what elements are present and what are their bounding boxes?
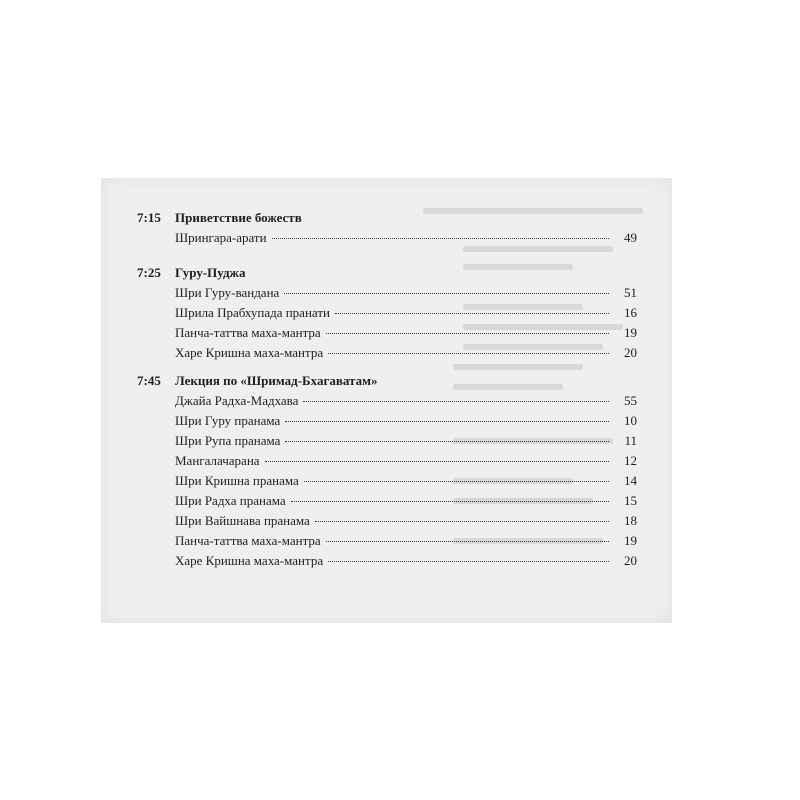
toc-entry — [175, 228, 637, 248]
entry-title: Шри Гуру-вандана — [175, 285, 280, 300]
entry-title: Шри Рупа пранама — [175, 433, 281, 448]
entry-page-number: 19 — [624, 533, 637, 548]
dot-leader — [304, 481, 609, 482]
dot-leader — [284, 293, 609, 294]
dot-leader — [291, 501, 609, 502]
section-time: 7:25 — [137, 265, 161, 280]
section-time: 7:15 — [137, 210, 161, 225]
dot-leader — [335, 313, 609, 314]
entry-page-number: 49 — [624, 230, 637, 245]
toc-entry — [175, 491, 637, 511]
section-header — [101, 208, 672, 228]
entry-page-number: 20 — [624, 553, 637, 568]
entry-page-number: 18 — [624, 513, 637, 528]
dot-leader — [315, 521, 609, 522]
toc-entry — [175, 431, 637, 451]
entry-title: Шрила Прабхупада пранати — [175, 305, 330, 320]
section-title: Лекция по «Шримад-Бхагаватам» — [175, 373, 378, 388]
dot-leader — [326, 541, 609, 542]
toc-entry — [175, 343, 637, 363]
entry-title: Шри Вайшнава пранама — [175, 513, 310, 528]
entry-page-number: 12 — [624, 453, 637, 468]
toc-entry — [175, 283, 637, 303]
entry-page-number: 15 — [624, 493, 637, 508]
dot-leader — [303, 401, 609, 402]
entry-title: Харе Кришна маха-мантра — [175, 553, 324, 568]
entry-title: Шрингара-арати — [175, 230, 267, 245]
entry-page-number: 11 — [624, 433, 637, 448]
book-page — [101, 178, 672, 623]
entry-title: Шри Кришна пранама — [175, 473, 299, 488]
dot-leader — [326, 333, 609, 334]
toc-entry — [175, 391, 637, 411]
entry-title: Мангалачарана — [175, 453, 260, 468]
dot-leader — [328, 353, 609, 354]
section-header — [101, 263, 672, 283]
entry-page-number: 10 — [624, 413, 637, 428]
dot-leader — [265, 461, 609, 462]
section-title: Гуру-Пуджа — [175, 265, 246, 280]
entry-page-number: 16 — [624, 305, 637, 320]
section-time: 7:45 — [137, 373, 161, 388]
section-title: Приветствие божеств — [175, 210, 302, 225]
dot-leader — [272, 238, 609, 239]
entry-page-number: 20 — [624, 345, 637, 360]
entry-title: Шри Гуру пранама — [175, 413, 281, 428]
section-header — [101, 371, 672, 391]
entry-title: Харе Кришна маха-мантра — [175, 345, 324, 360]
dot-leader — [285, 421, 609, 422]
toc-entry — [175, 303, 637, 323]
entry-page-number: 55 — [624, 393, 637, 408]
toc-entry — [175, 411, 637, 431]
entry-page-number: 51 — [624, 285, 637, 300]
toc-entry — [175, 323, 637, 343]
toc-entry — [175, 451, 637, 471]
table-of-contents — [101, 178, 672, 623]
dot-leader — [328, 561, 609, 562]
toc-entry — [175, 511, 637, 531]
toc-entry — [175, 471, 637, 491]
toc-entry — [175, 551, 637, 571]
entry-page-number: 14 — [624, 473, 637, 488]
entry-title: Шри Радха пранама — [175, 493, 286, 508]
entry-page-number: 19 — [624, 325, 637, 340]
entry-title: Джайа Радха-Мадхава — [175, 393, 299, 408]
entry-title: Панча-таттва маха-мантра — [175, 533, 321, 548]
dot-leader — [285, 441, 609, 442]
entry-title: Панча-таттва маха-мантра — [175, 325, 321, 340]
toc-entry — [175, 531, 637, 551]
